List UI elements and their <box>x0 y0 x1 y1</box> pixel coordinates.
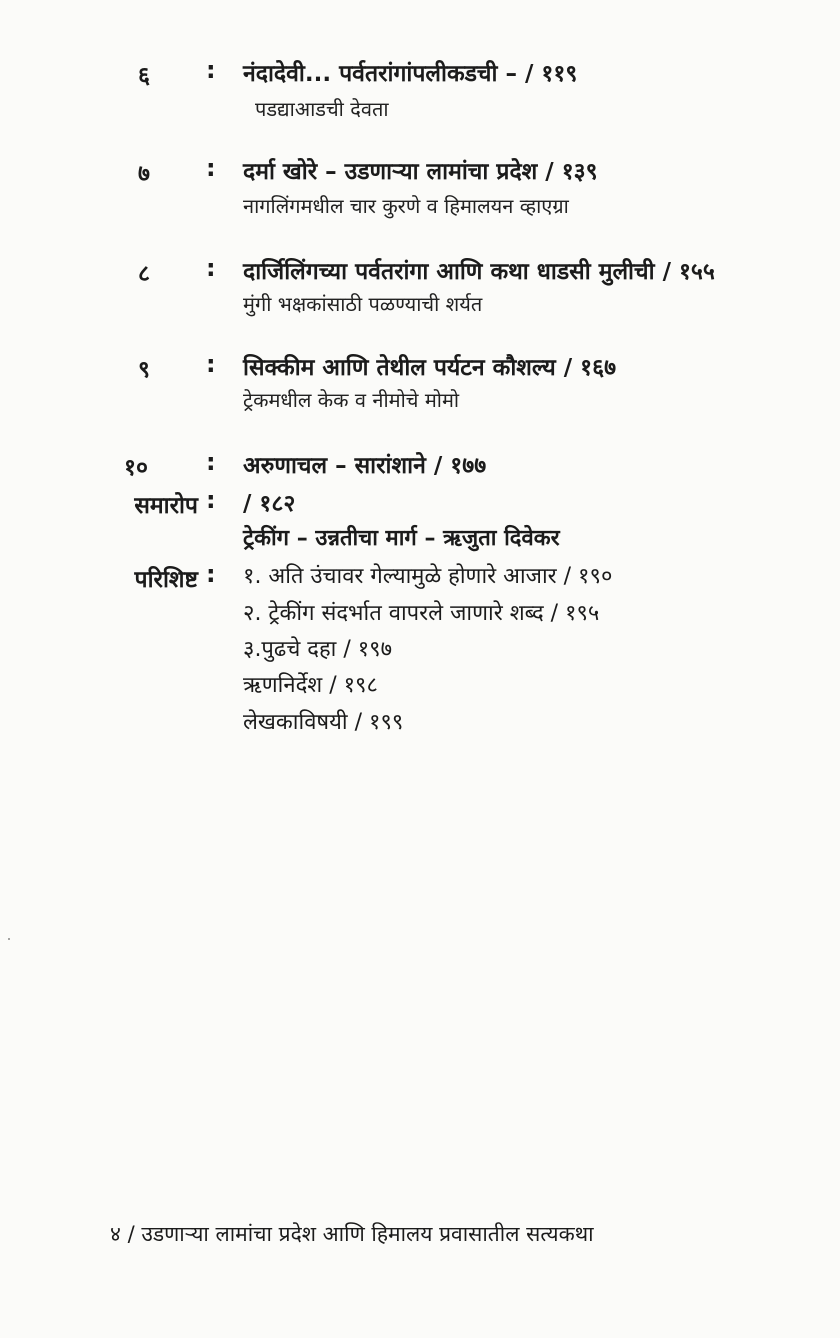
chapter-number: ७ <box>138 161 150 187</box>
appendix-item: ३.पुढचे दहा / १९७ <box>243 637 393 662</box>
colon: : <box>206 254 216 282</box>
chapter-subtitle: मुंगी भक्षकांसाठी पळण्याची शर्यत <box>243 292 483 316</box>
chapter-number: ८ <box>138 261 150 287</box>
chapter-number: ६ <box>138 63 150 89</box>
page-footer: ४ / उडणाऱ्या लामांचा प्रदेश आणि हिमालय प्रवासातील सत्यकथा <box>110 1222 594 1246</box>
chapter-subtitle: पडद्याआडची देवता <box>255 97 389 121</box>
colon: : <box>206 560 216 588</box>
colon: : <box>206 154 216 182</box>
chapter-title: नंदादेवी... पर्वतरांगांपलीकडची – / ११९ <box>243 61 578 87</box>
chapter-title: सिक्कीम आणि तेथील पर्यटन कौशल्य / १६७ <box>243 355 617 381</box>
colon: : <box>206 486 216 514</box>
colon: : <box>206 448 216 476</box>
closing-label: समारोप <box>134 493 198 519</box>
appendix-label: परिशिष्ट <box>134 567 198 593</box>
appendix-item: १. अति उंचावर गेल्यामुळे होणारे आजार / १९० <box>243 564 613 589</box>
chapter-number: ९ <box>138 357 150 383</box>
chapter-title: अरुणाचल – सारांशाने / १७७ <box>243 453 487 479</box>
chapter-number: १० <box>124 455 148 481</box>
appendix-item: २. ट्रेकींग संदर्भात वापरले जाणारे शब्द / १९५ <box>243 601 600 626</box>
closing-subtitle: ट्रेकींग – उन्नतीचा मार्ग – ऋजुता दिवेकर <box>243 526 560 551</box>
chapter-title: दार्जिलिंगच्या पर्वतरांगा आणि कथा धाडसी मुलीची / १५५ <box>243 259 715 285</box>
chapter-title: दर्मा खोरे – उडणाऱ्या लामांचा प्रदेश / १३९ <box>243 159 598 185</box>
paper-speck <box>8 938 10 940</box>
chapter-subtitle: नागलिंगमधील चार कुरणे व हिमालयन व्हाएग्रा <box>243 194 569 218</box>
colon: : <box>206 350 216 378</box>
appendix-item: लेखकाविषयी / १९९ <box>243 710 404 735</box>
colon: : <box>206 56 216 84</box>
appendix-item: ऋणनिर्देश / १९८ <box>243 673 378 698</box>
chapter-subtitle: ट्रेकमधील केक व नीमोचे मोमो <box>243 388 460 412</box>
closing-page: / १८२ <box>243 491 296 517</box>
